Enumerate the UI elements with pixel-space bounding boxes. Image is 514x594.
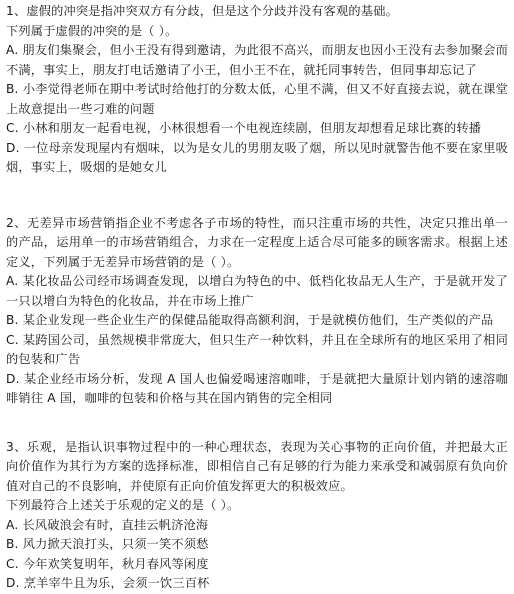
question-3-option-a: A. 长风破浪会有时，直挂云帆济沧海 [6, 517, 209, 532]
question-1-option-c: C. 小林和朋友一起看电视，小林很想看一个电视连续剧，但朋友却想看足球比赛的转播 [6, 121, 482, 135]
question-2-option-c: C. 某跨国公司，虽然规模非常庞大，但只生产一种饮料，并且在全球所有的地区采用了相同的包装和广告 [6, 332, 508, 366]
question-1-prompt: 下列属于虚假的冲突的是（ ）。 [6, 23, 178, 38]
question-1-stem: 1、虚假的冲突是指冲突双方有分歧，但是这个分歧并没有客观的基础。 [6, 4, 398, 18]
question-3 [6, 438, 508, 594]
question-3-prompt: 下列最符合上述关于乐观的定义的是（ ）。 [6, 498, 240, 512]
question-3-stem: 3、乐观，是指认识事物过程中的一种心理状态，表现为关心事物的正向价值，并把最大正向价值作为其行为方案的选择标准，即相信自己有足够的行为能力来承受和减弱原有负向价值对自己的不良影响，并使原有正向价值发挥更大的积极效应。 [6, 439, 508, 493]
question-2-stem: 2、无差异市场营销指企业不考虑各子市场的特性，而只注重市场的共性，决定只推出单一的产品，运用单一的市场营销组合，力求在一定程度上适合尽可能多的顾客需求。根据上述定义，下列属于无差异市场营销的是（ ）。 [6, 215, 508, 269]
question-3-option-c: C. 今年欢笑复明年，秋月春风等闲度 [6, 556, 209, 571]
question-2 [6, 214, 508, 409]
question-3-option-b: B. 风力掀天浪打头，只须一笑不须愁 [6, 537, 209, 551]
question-2-option-a: A. 某化妆品公司经市场调查发现，以增白为特色的中、低档化妆品无人生产，于是就开发了一只以增白为特色的化妆品，并在市场上推广 [6, 274, 508, 308]
question-2-option-d: D. 某企业经市场分析，发现 A 国人也偏爱喝速溶咖啡，于是就把大量原计划内销的速溶咖啡销往 A 国，咖啡的包装和价格与其在国内销售的完全相同 [6, 371, 508, 405]
question-1-option-a: A. 朋友们集聚会，但小王没有得到邀请，为此很不高兴，而朋友也因小王没有去参加聚会而不满，事实上，朋友打电话邀请了小王，但小王不在，就托同事转告，但同事却忘记了 [6, 43, 508, 77]
question-1-option-b: B. 小李觉得老师在期中考试时给他打的分数太低，心里不满，但又不好直接去说，就在课堂上故意提出一些刁难的问题 [6, 82, 508, 116]
question-1-option-d: D. 一位母亲发现屋内有烟味，以为是女儿的男朋友吸了烟，所以见时就警告他不要在家里吸烟，事实上，吸烟的是她女儿 [6, 140, 508, 174]
question-1 [6, 2, 508, 178]
question-3-option-d: D. 烹羊宰牛且为乐，会须一饮三百杯 [6, 576, 210, 590]
question-2-option-b: B. 某企业发现一些企业生产的保健品能取得高额利润，于是就模仿他们，生产类似的产品 [6, 313, 494, 327]
